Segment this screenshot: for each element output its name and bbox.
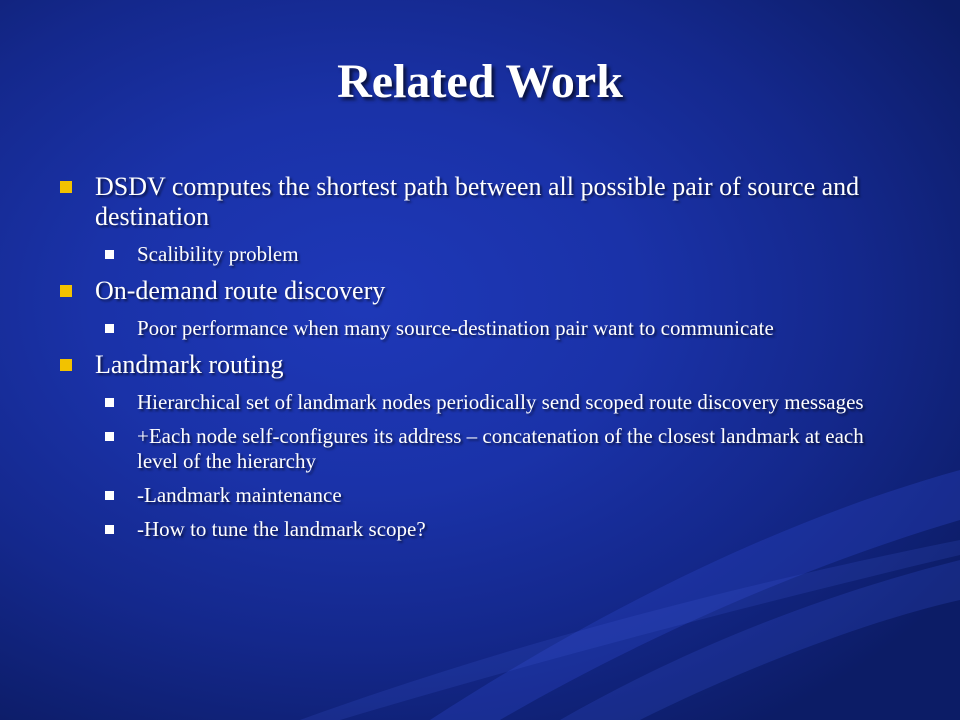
bullet-text: On-demand route discovery — [95, 276, 386, 305]
sub-bullet-item — [105, 390, 890, 415]
slide-title: Related Work — [337, 55, 623, 108]
square-bullet-icon — [105, 324, 114, 333]
bullet-item-dsdv — [60, 172, 890, 232]
square-bullet-icon — [105, 398, 114, 407]
sub-bullet-item — [105, 242, 890, 267]
bullet-text: DSDV computes the shortest path between all possible pair of source and destination — [95, 172, 860, 231]
sub-bullet-item — [105, 517, 890, 542]
bullet-item-on-demand — [60, 276, 890, 306]
square-bullet-icon — [105, 432, 114, 441]
sub-bullet-item — [105, 316, 890, 341]
bullet-list — [60, 172, 890, 551]
square-bullet-icon — [105, 250, 114, 259]
square-bullet-icon — [60, 359, 72, 371]
square-bullet-icon — [105, 491, 114, 500]
sub-bullet-text: Scalibility problem — [137, 242, 299, 266]
bullet-text: Landmark routing — [95, 350, 284, 379]
sub-bullet-item — [105, 424, 890, 474]
sub-bullet-text: Hierarchical set of landmark nodes periodically send scoped route discovery messages — [137, 390, 864, 414]
sub-bullet-item — [105, 483, 890, 508]
sub-bullet-text: +Each node self-configures its address – concatenation of the closest landmark at each level of the hierarchy — [137, 424, 864, 473]
sub-bullet-text: Poor performance when many source-destination pair want to communicate — [137, 316, 774, 340]
square-bullet-icon — [60, 285, 72, 297]
square-bullet-icon — [60, 181, 72, 193]
bullet-item-landmark-routing — [60, 350, 890, 380]
sub-bullet-text: -Landmark maintenance — [137, 483, 342, 507]
square-bullet-icon — [105, 525, 114, 534]
sub-bullet-text: -How to tune the landmark scope? — [137, 517, 426, 541]
